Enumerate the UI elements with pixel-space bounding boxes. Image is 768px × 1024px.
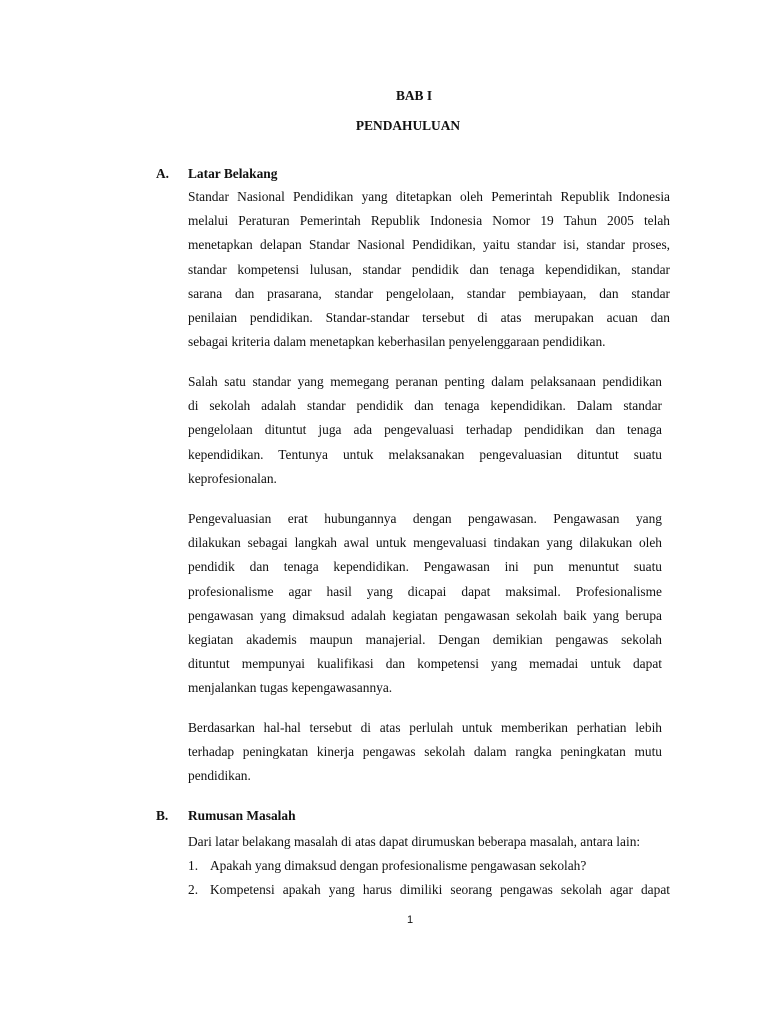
paragraph-4 — [188, 716, 662, 789]
paragraph-3 — [188, 507, 662, 701]
paragraph-2 — [188, 370, 662, 491]
paragraph-line: menetapkan delapan Standar Nasional Pendidikan, yaitu standar isi, standar proses, — [188, 237, 670, 253]
paragraph-line: Standar Nasional Pendidikan yang ditetapkan oleh Pemerintah Republik Indonesia — [188, 189, 670, 204]
section-b-letter: B. — [156, 808, 169, 823]
list-text: Kompetensi apakah yang harus dimiliki seorang pengawas sekolah agar dapat — [210, 882, 670, 897]
paragraph-line: menjalankan tugas kepengawasannya. — [188, 680, 393, 696]
list-number: 1. — [188, 858, 199, 873]
paragraph-line: sarana dan prasarana, standar pengelolaan, standar pembiayaan, dan standar — [188, 285, 670, 301]
paragraph-line: pendidikan. — [188, 768, 251, 784]
list-number: 2. — [188, 882, 199, 897]
paragraph-line: pengelolaan dituntut juga ada pengevaluasi terhadap pendidikan dan tenaga — [188, 422, 662, 438]
paragraph-line: di sekolah adalah standar pendidik dan tenaga kependidikan. Dalam standar — [188, 398, 662, 414]
section-b-intro-text: Dari latar belakang masalah di atas dapat dirumuskan beberapa masalah, antara lain: — [188, 834, 641, 849]
paragraph-line: kegiatan akademis maupun manajerial. Dengan demikian pengawas sekolah — [188, 632, 662, 648]
chapter-title: PENDAHULUAN — [355, 118, 461, 133]
paragraph-line: Salah satu standar yang memegang peranan penting dalam pelaksanaan pendidikan — [188, 374, 662, 389]
paragraph-line: profesionalisme agar hasil yang dicapai dapat maksimal. Profesionalisme — [188, 583, 662, 599]
list-text: Apakah yang dimaksud dengan profesionalisme pengawasan sekolah? — [210, 858, 587, 873]
paragraph-line: standar kompetensi lulusan, standar pendidik dan tenaga kependidikan, standar — [188, 261, 670, 277]
paragraph-line: Pengevaluasian erat hubungannya dengan pengawasan. Pengawasan yang — [188, 511, 662, 526]
section-b-intro — [188, 834, 670, 850]
section-a-title: Latar Belakang — [188, 166, 278, 181]
paragraph-line: pendidik dan tenaga kependidikan. Pengawasan ini pun menuntut suatu — [188, 559, 662, 575]
paragraph-line: penilaian pendidikan. Standar-standar tersebut di atas merupakan acuan dan — [188, 310, 670, 326]
paragraph-line: kependidikan. Tentunya untuk melaksanakan pengevaluasian dituntut suatu — [188, 446, 662, 462]
chapter-number: BAB I — [395, 88, 433, 103]
section-a-letter: A. — [156, 166, 170, 181]
paragraph-1 — [188, 185, 670, 354]
paragraph-line: keprofesionalan. — [188, 470, 277, 486]
paragraph-line: dilakukan sebagai langkah awal untuk mengevaluasi tindakan yang dilakukan oleh — [188, 535, 662, 551]
paragraph-line: pengawasan yang dimaksud adalah kegiatan pengawasan sekolah baik yang berupa — [188, 607, 662, 623]
paragraph-line: dituntut mempunyai kualifikasi dan kompetensi yang memadai untuk dapat — [188, 656, 662, 672]
paragraph-line: terhadap peningkatan kinerja pengawas sekolah dalam rangka peningkatan mutu — [188, 744, 662, 760]
paragraph-line: Berdasarkan hal-hal tersebut di atas perlulah untuk memberikan perhatian lebih — [188, 720, 662, 735]
paragraph-line: sebagai kriteria dalam menetapkan keberhasilan penyelenggaraan pendidikan. — [188, 334, 606, 350]
paragraph-line: melalui Peraturan Pemerintah Republik Indonesia Nomor 19 Tahun 2005 telah — [188, 213, 670, 229]
page-number: 1 — [406, 914, 414, 926]
section-b-title: Rumusan Masalah — [188, 808, 296, 823]
